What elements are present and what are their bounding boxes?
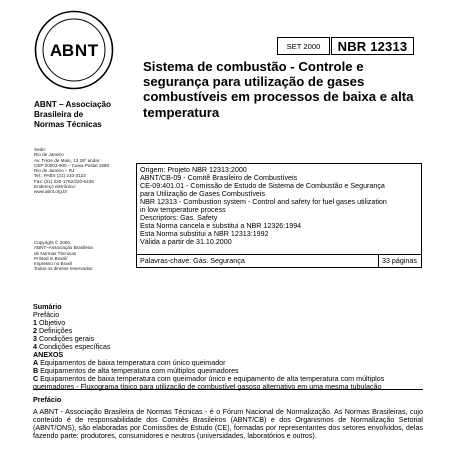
- standard-code: NBR 12313: [331, 37, 414, 55]
- copyright-line: Printed in Brazil/: [34, 255, 68, 261]
- org-line: Brasileira de: [34, 110, 84, 119]
- annex-letter: A: [33, 359, 39, 367]
- page-count: 33 páginas: [379, 255, 422, 268]
- abnt-logo: [34, 10, 114, 90]
- info-line: Válida a partir de 31.10.2000: [140, 238, 232, 246]
- toc-item-label: Definições: [36, 327, 73, 335]
- toc-item-label: Prefácio: [33, 311, 60, 319]
- toc-item: [33, 327, 423, 335]
- document-title: Sistema de combustão - Controle e segurança para utilização de gases combustíveis em processos de baixa e alta temperatura: [143, 59, 414, 120]
- address-line: Tel.: PABX (21) 210-3122: [34, 173, 86, 179]
- origin-info-box: [136, 163, 422, 255]
- info-line: Origem: Projeto NBR 12313:2000: [140, 166, 247, 174]
- annex-label: Equipamentos de baixa temperatura com único queimador: [38, 359, 226, 367]
- keywords: Palavras-chave: Gás. Segurança: [136, 255, 379, 268]
- info-line: para Utilização de Gases Combustíveis: [140, 190, 266, 198]
- copyright-line: Impresso no Brasil: [34, 261, 73, 267]
- toc-item-label: Condições específicas: [36, 343, 111, 351]
- info-line: ABNT/CB-09 - Comitê Brasileiro de Combustíveis: [140, 174, 298, 182]
- address-line: Rio de Janeiro: [34, 152, 64, 158]
- toc-item-number: 4: [33, 343, 37, 351]
- address-line: Rio de Janeiro – RJ: [34, 168, 75, 174]
- annex-heading: ANEXOS: [33, 351, 64, 359]
- annex-letter: B: [33, 367, 39, 375]
- address-line: www.abnt.org.br: [34, 189, 68, 195]
- toc-item: [33, 343, 423, 351]
- toc-item-label: Condições gerais: [36, 335, 95, 343]
- publication-date: SET 2000: [277, 37, 330, 55]
- headquarters-address: [34, 147, 132, 195]
- info-line: NBR 12313 - Combustion system - Control and safety for fuel gases utilization: [140, 198, 387, 206]
- annex-label: Equipamentos de alta temperatura com múltiplos queimadores: [38, 367, 239, 375]
- preface-text: A ABNT - Associação Brasileira de Normas Técnicas - é o Fórum Nacional de Normalização. As Normas Brasileiras, cujo conteúdo é de responsabilidade dos Comitês Brasileiros (ABNT/CB) e dos Organismos de Normalização Setorial (ABNT/ONS), são elaboradas por Comissões de Estudo (CE), formadas por representantes dos setores envolvidos, delas fazendo parte: produtores, consumidores e neutros (universidades, laboratórios e outros).: [33, 408, 423, 440]
- address-line: Sede:: [34, 147, 47, 152]
- copyright-line: Todos os direitos reservados: [34, 266, 93, 272]
- organization-name: [34, 100, 126, 130]
- info-line: Descriptors: Gas. Safety: [140, 214, 218, 222]
- toc-item-label: Objetivo: [36, 319, 66, 327]
- address-line: CEP 20003-900 – Caixa Postal 1680: [34, 162, 109, 168]
- preface-heading: Prefácio: [33, 396, 62, 404]
- toc-item-number: 1: [33, 319, 37, 327]
- logo-letter-a: A: [49, 41, 63, 60]
- info-line: in low temperature process: [140, 206, 226, 214]
- info-line: Esta Norma cancela e substitui a NBR 12326:1994: [140, 222, 302, 230]
- logo-letter-n: N: [74, 41, 88, 60]
- toc-item-number: 2: [33, 327, 37, 335]
- preface-section: [33, 396, 423, 444]
- copyright-line: ABNT–Associação Brasileira: [34, 245, 93, 251]
- section-divider: [33, 389, 423, 390]
- org-line: Normas Técnicas: [34, 120, 102, 129]
- address-line: Endereço eletrônico:: [34, 184, 77, 190]
- annex-item: [33, 359, 423, 367]
- logo-letter-t: T: [87, 41, 99, 60]
- annex-letter: C: [33, 375, 39, 383]
- info-line: CE-09:401.01 - Comissão de Estudo de Sistema de Combustão e Segurança: [140, 182, 385, 190]
- toc-item: [33, 311, 423, 319]
- info-line: Esta Norma substitui a NBR 12313:1992: [140, 230, 269, 238]
- annex-item: [33, 367, 423, 375]
- logo-letter-b: B: [61, 41, 75, 60]
- annex-label: Equipamentos de baixa temperatura com queimador único e equipamento de alta temperatura com múltiplos queimadores - Fluxograma típico para utilização de combustível gasoso alternativo em uma mesma tubulação: [33, 375, 385, 391]
- copyright-line: Copyright © 2000,: [34, 240, 72, 245]
- address-line: Fax: (21) 220-1762/220-6436: [34, 178, 94, 184]
- copyright-notice: [34, 240, 132, 272]
- table-of-contents: [33, 303, 423, 391]
- toc-item-number: 3: [33, 335, 37, 343]
- address-line: Av. Treze de Maio, 13 28º andar: [34, 157, 100, 163]
- org-line: ABNT – Associação: [34, 100, 112, 109]
- toc-item: [33, 319, 423, 327]
- toc-heading: Sumário: [33, 303, 62, 311]
- copyright-line: de Normas Técnicas: [34, 250, 77, 256]
- toc-item: [33, 335, 423, 343]
